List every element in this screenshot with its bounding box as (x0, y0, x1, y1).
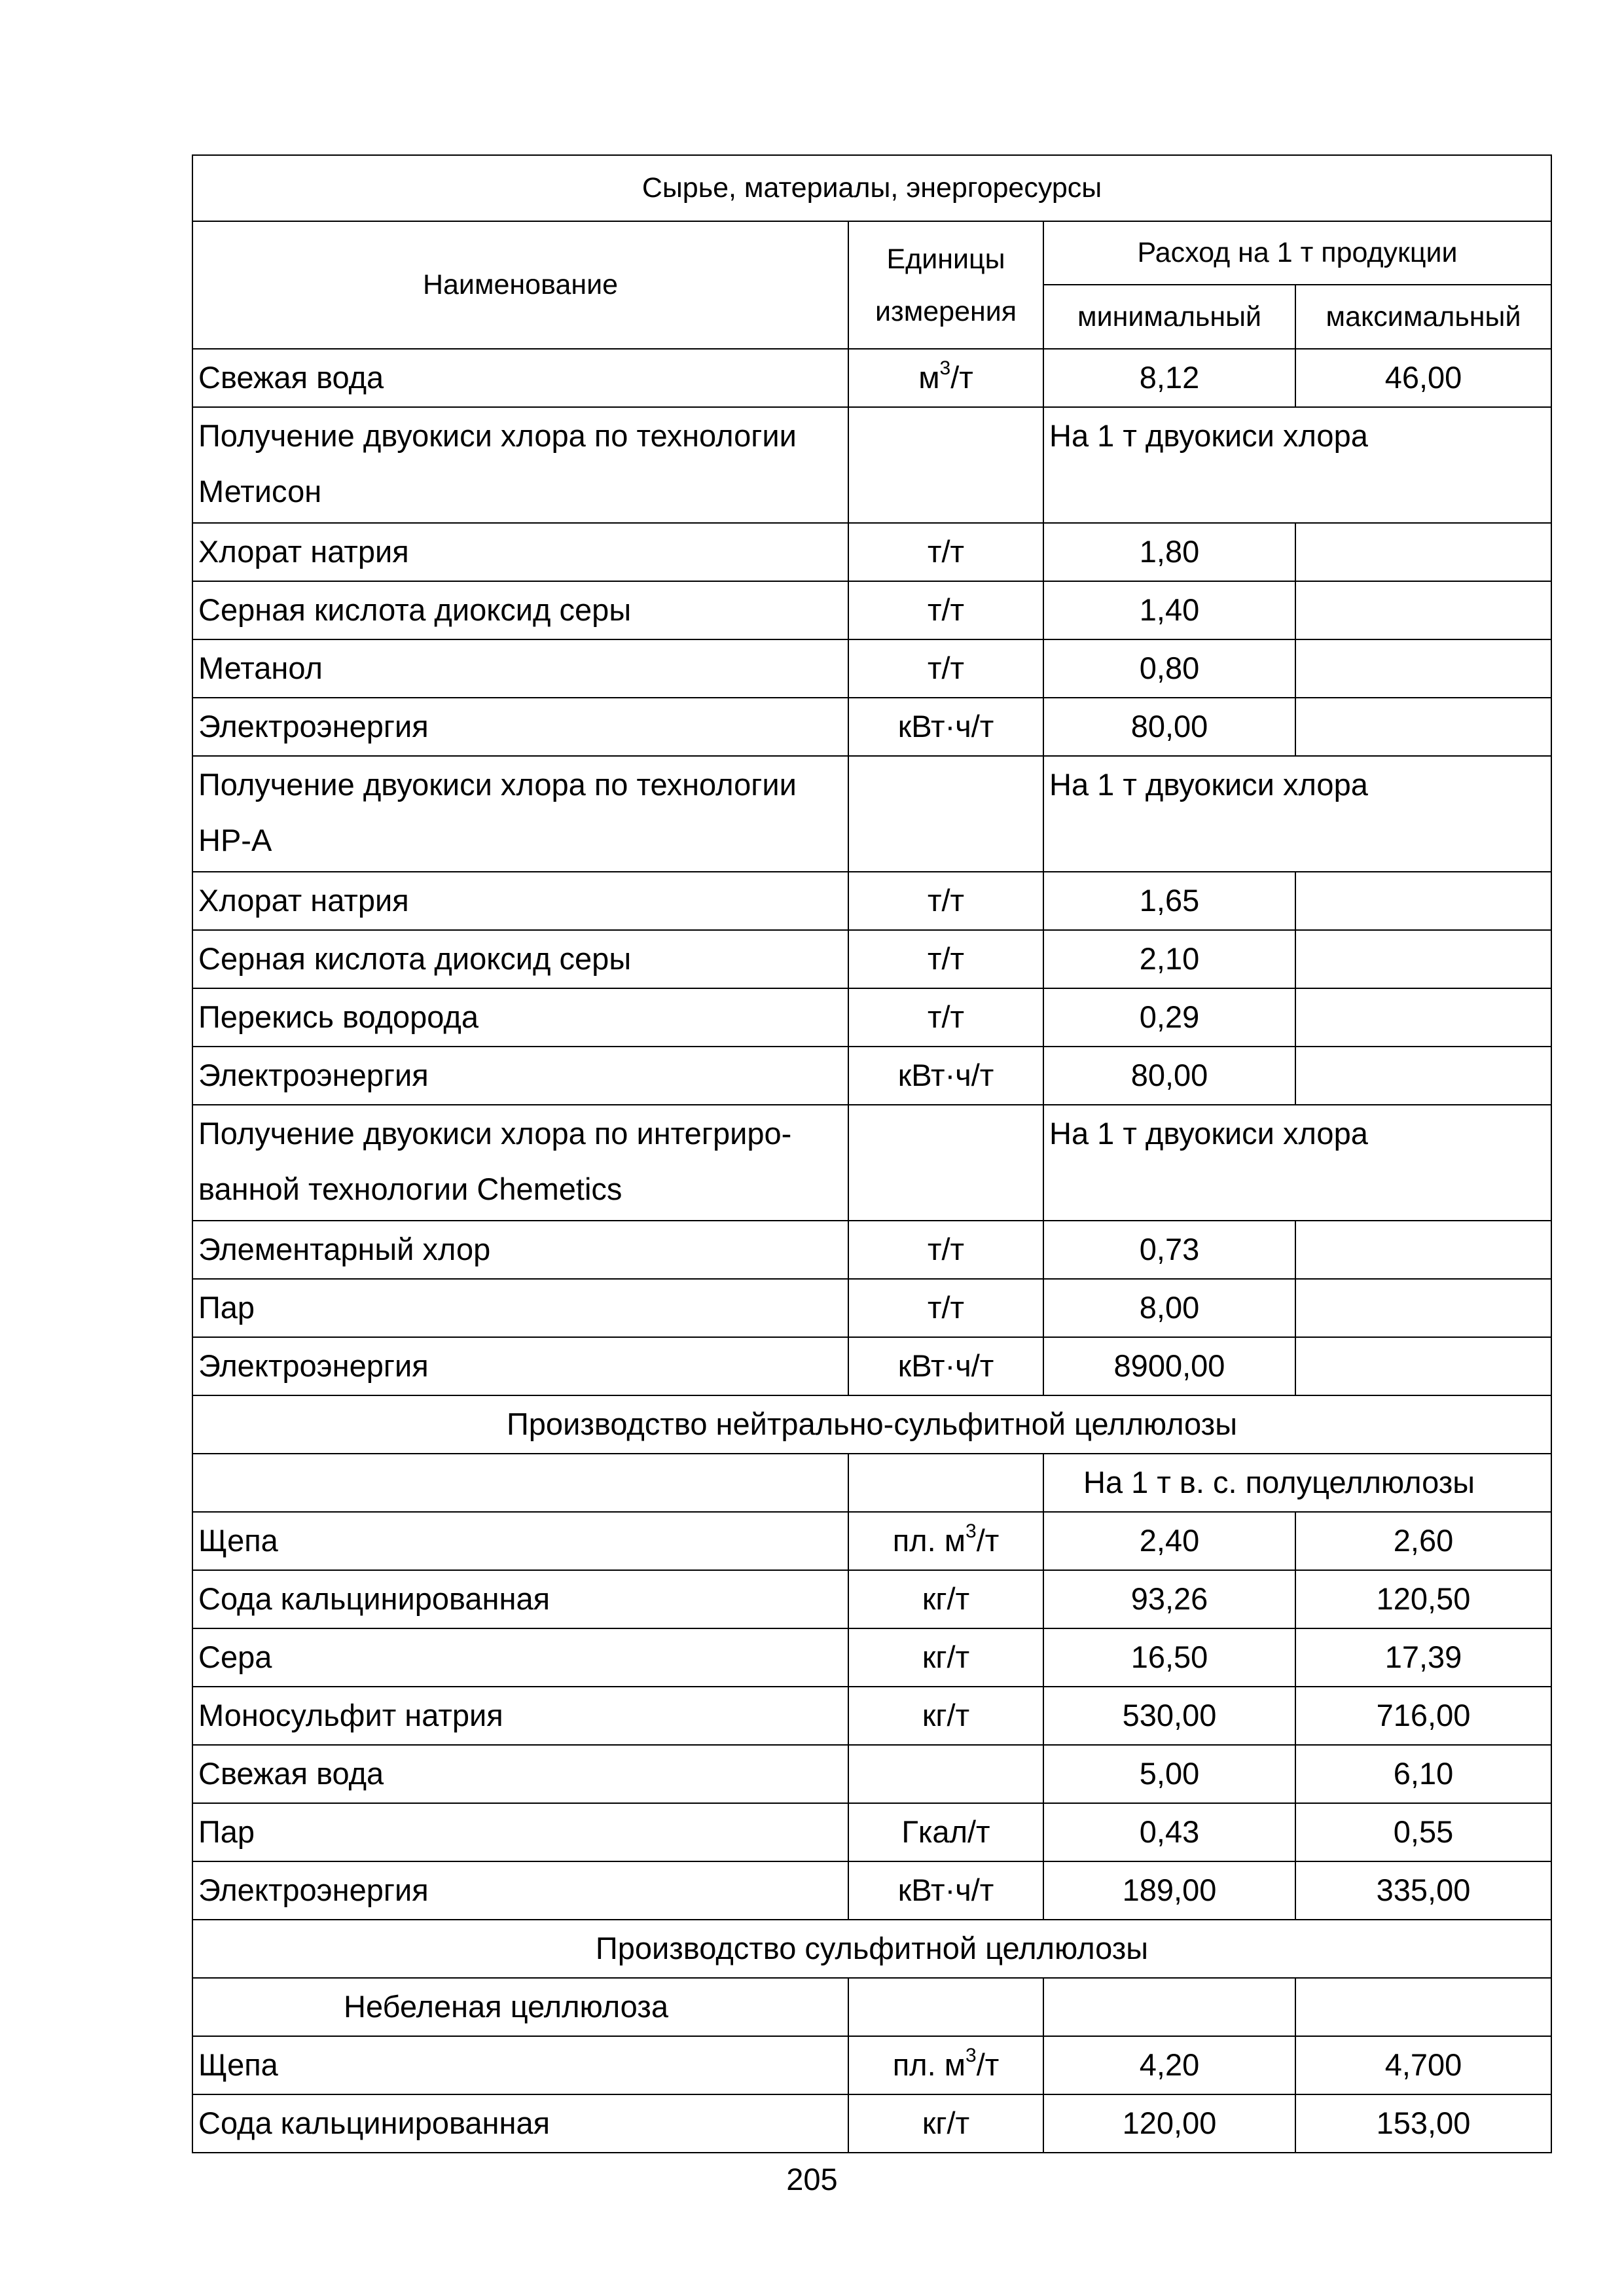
row-unit: кВт·ч/т (848, 698, 1043, 756)
row-min (1043, 1978, 1295, 2036)
row-max: 17,39 (1295, 1628, 1551, 1687)
row-unit (848, 1978, 1043, 2036)
table-row (192, 698, 1551, 756)
table-row (192, 1047, 1551, 1105)
row-min: 5,00 (1043, 1745, 1295, 1803)
table-row (192, 1221, 1551, 1279)
row-max (1295, 581, 1551, 639)
row-max (1295, 872, 1551, 930)
row-subheader: На 1 т в. с. полуцеллюлозы (1043, 1454, 1551, 1512)
row-max: 46,00 (1295, 349, 1551, 407)
row-name: Пар (192, 1279, 848, 1337)
row-min: 4,20 (1043, 2036, 1295, 2094)
row-unit: кг/т (848, 2094, 1043, 2153)
row-subheader: На 1 т двуокиси хлора (1043, 756, 1551, 872)
row-max: 335,00 (1295, 1861, 1551, 1920)
table-row (192, 1745, 1551, 1803)
row-min: 80,00 (1043, 698, 1295, 756)
row-min: 189,00 (1043, 1861, 1295, 1920)
row-min: 120,00 (1043, 2094, 1295, 2153)
row-subheader: На 1 т двуокиси хлора (1043, 407, 1551, 523)
row-min: 1,40 (1043, 581, 1295, 639)
row-name: Свежая вода (192, 349, 848, 407)
row-name (192, 1454, 848, 1512)
table-row (192, 988, 1551, 1047)
row-name: Серная кислота диоксид серы (192, 930, 848, 988)
row-min: 8,12 (1043, 349, 1295, 407)
table-row-group-header (192, 1105, 1551, 1221)
row-unit: Гкал/т (848, 1803, 1043, 1861)
row-unit: т/т (848, 872, 1043, 930)
row-unit: пл. $м^3/т$ (848, 1512, 1043, 1570)
row-max: 153,00 (1295, 2094, 1551, 2153)
row-unit (848, 1454, 1043, 1512)
resource-consumption-table (192, 154, 1552, 2153)
row-name: Электроэнергия (192, 698, 848, 756)
header-unit-line1: Единицы (886, 243, 1005, 275)
row-unit (848, 1105, 1043, 1221)
row-name: Серная кислота диоксид серы (192, 581, 848, 639)
row-subheader: На 1 т двуокиси хлора (1043, 1105, 1551, 1221)
header-name: Наименование (192, 221, 848, 349)
row-max (1295, 1337, 1551, 1395)
section-subtitle: Небеленая целлюлоза (192, 1978, 848, 2036)
row-name: Элементарный хлор (192, 1221, 848, 1279)
table-title: Сырье, материалы, энергоресурсы (192, 155, 1551, 221)
row-unit: кг/т (848, 1628, 1043, 1687)
row-name: Моносульфит натрия (192, 1687, 848, 1745)
table-row-group-header (192, 756, 1551, 872)
section-title-row (192, 1920, 1551, 1978)
table-row (192, 1337, 1551, 1395)
table-row (192, 1570, 1551, 1628)
row-min: 80,00 (1043, 1047, 1295, 1105)
table-row (192, 2094, 1551, 2153)
row-min: 2,40 (1043, 1512, 1295, 1570)
table-row (192, 872, 1551, 930)
row-unit: пл. $м^3/т$ (848, 2036, 1043, 2094)
row-max (1295, 1047, 1551, 1105)
row-min: 0,43 (1043, 1803, 1295, 1861)
row-min: 0,80 (1043, 639, 1295, 698)
row-unit (848, 1745, 1043, 1803)
row-unit: т/т (848, 581, 1043, 639)
row-name: Получение двуокиси хлора по технологии HP-A (192, 756, 848, 872)
row-name: Перекись водорода (192, 988, 848, 1047)
row-unit (848, 756, 1043, 872)
section-title-row (192, 1395, 1551, 1454)
row-unit: кВт·ч/т (848, 1047, 1043, 1105)
row-unit: т/т (848, 523, 1043, 581)
row-max (1295, 930, 1551, 988)
row-unit: кг/т (848, 1687, 1043, 1745)
table-row (192, 639, 1551, 698)
row-name: Метанол (192, 639, 848, 698)
header-unit-line2: измерения (875, 295, 1017, 327)
header-consumption: Расход на 1 т продукции (1043, 221, 1551, 285)
row-min: 8900,00 (1043, 1337, 1295, 1395)
row-min: 2,10 (1043, 930, 1295, 988)
header-row-1 (192, 221, 1551, 285)
row-name: Сера (192, 1628, 848, 1687)
table-row (192, 349, 1551, 407)
table-row (192, 1512, 1551, 1570)
row-max: 2,60 (1295, 1512, 1551, 1570)
table-row (192, 1628, 1551, 1687)
table-row (192, 523, 1551, 581)
table-row (192, 930, 1551, 988)
row-min: 0,29 (1043, 988, 1295, 1047)
row-min: 1,80 (1043, 523, 1295, 581)
row-unit: т/т (848, 1221, 1043, 1279)
table-row (192, 1687, 1551, 1745)
row-name: Свежая вода (192, 1745, 848, 1803)
row-name: Хлорат натрия (192, 523, 848, 581)
row-max: 6,10 (1295, 1745, 1551, 1803)
row-unit: т/т (848, 930, 1043, 988)
row-max (1295, 988, 1551, 1047)
row-max: 4,700 (1295, 2036, 1551, 2094)
table-row-group-header (192, 407, 1551, 523)
row-name: Электроэнергия (192, 1337, 848, 1395)
row-max (1295, 1978, 1551, 2036)
header-unit (848, 221, 1043, 349)
row-name: Получение двуокиси хлора по интегриро-ванной технологии Chemetics (192, 1105, 848, 1221)
row-unit: т/т (848, 988, 1043, 1047)
row-name: Щепа (192, 1512, 848, 1570)
table-row (192, 2036, 1551, 2094)
row-min: 0,73 (1043, 1221, 1295, 1279)
row-max (1295, 639, 1551, 698)
row-min: 93,26 (1043, 1570, 1295, 1628)
row-max (1295, 698, 1551, 756)
row-unit (848, 407, 1043, 523)
row-max: 716,00 (1295, 1687, 1551, 1745)
header-max: максимальный (1295, 285, 1551, 349)
row-min: 8,00 (1043, 1279, 1295, 1337)
row-name: Сода кальцинированная (192, 2094, 848, 2153)
section-subtitle-row (192, 1978, 1551, 2036)
row-name: Электроэнергия (192, 1861, 848, 1920)
table-title-row (192, 155, 1551, 221)
section-title: Производство сульфитной целлюлозы (192, 1920, 1551, 1978)
row-max (1295, 1221, 1551, 1279)
row-name: Щепа (192, 2036, 848, 2094)
row-max: 0,55 (1295, 1803, 1551, 1861)
row-name: Электроэнергия (192, 1047, 848, 1105)
row-max (1295, 1279, 1551, 1337)
row-min: 1,65 (1043, 872, 1295, 930)
table-row (192, 1861, 1551, 1920)
row-unit: т/т (848, 639, 1043, 698)
row-name: Хлорат натрия (192, 872, 848, 930)
row-unit: кВт·ч/т (848, 1337, 1043, 1395)
row-name: Сода кальцинированная (192, 1570, 848, 1628)
row-min: 16,50 (1043, 1628, 1295, 1687)
page-number: 205 (786, 2162, 838, 2197)
row-unit: кВт·ч/т (848, 1861, 1043, 1920)
row-min: 530,00 (1043, 1687, 1295, 1745)
row-unit: кг/т (848, 1570, 1043, 1628)
header-min: минимальный (1043, 285, 1295, 349)
row-unit: $м^3/т$ (848, 349, 1043, 407)
table-row (192, 581, 1551, 639)
row-name: Пар (192, 1803, 848, 1861)
row-name: Получение двуокиси хлора по технологии Метисон (192, 407, 848, 523)
table-row (192, 1803, 1551, 1861)
section-subheader-row (192, 1454, 1551, 1512)
row-unit: т/т (848, 1279, 1043, 1337)
row-max (1295, 523, 1551, 581)
section-title: Производство нейтрально-сульфитной целлюлозы (192, 1395, 1551, 1454)
table-row (192, 1279, 1551, 1337)
row-max: 120,50 (1295, 1570, 1551, 1628)
